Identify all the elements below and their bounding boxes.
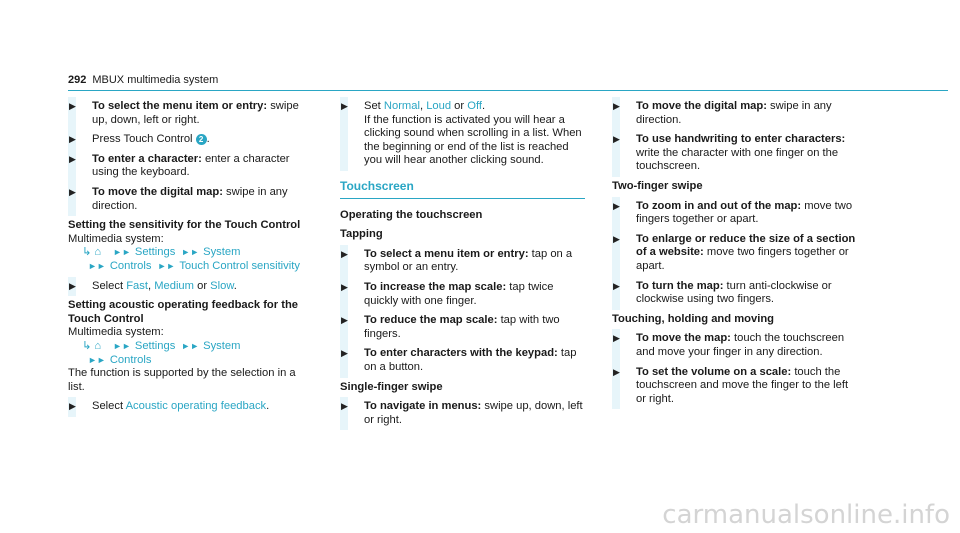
menu-path [68,340,313,354]
path-touch-control-sensitivity[interactable]: Touch Control sensitivity [179,259,300,272]
menu-path [68,354,313,368]
home-icon: ⌂ [94,246,102,259]
step-item: ▶ Select Fast, Medium or Slow. [68,280,313,294]
step-arrow-icon: ▶ [613,101,620,111]
step-item: ▶ To zoom in and out of the map: move two fingers together or apart. [612,200,857,227]
step-arrow-icon: ▶ [341,248,348,259]
step-arrow-icon: ▶ [341,315,348,326]
option-acoustic-feedback[interactable]: Acoustic operating feedback [125,400,267,413]
step-item: ▶ To select the menu item or entry: swipe up, down, left or right. [68,100,313,127]
path-controls[interactable]: Controls [109,259,152,272]
heading-single-finger: Single-finger swipe [340,380,443,393]
support-note: The function is supported by the selection in a list. [68,367,296,393]
step-arrow-icon: ▶ [69,401,76,412]
step-arrow-icon: ▶ [613,280,620,291]
double-chevron-icon: ►► [157,260,176,271]
step-arrow-icon: ▶ [613,333,620,344]
step-arrow-icon: ▶ [613,200,620,211]
heading-acoustic: Setting acoustic operating feedback for the Touch Control [68,299,299,325]
step-item: ▶ To enlarge or reduce the size of a section of a website: move two fingers together or apart. [612,233,857,274]
heading-touching: Touching, holding and moving [612,312,774,325]
section-heading-touchscreen: Touchscreen [340,180,585,199]
home-icon: ⌂ [94,339,102,352]
step-item: ▶ To move the digital map: swipe in any direction. [612,100,857,127]
step-arrow-icon: ▶ [613,366,620,377]
step-arrow-icon: ▶ [613,233,620,244]
path-settings[interactable]: Settings [134,246,176,259]
step-item: ▶ To increase the map scale: tap twice quickly with one finger. [340,281,585,308]
option-slow[interactable]: Slow [210,279,234,292]
step-arrow-icon: ▶ [69,186,76,197]
step-item: ▶ To select a menu item or entry: tap on a symbol or an entry. [340,248,585,275]
path-system[interactable]: System [203,339,241,352]
heading-operating: Operating the touchscreen [340,208,483,221]
path-system[interactable]: System [203,246,241,259]
double-chevron-icon: ►► [113,247,131,258]
column-3 [612,100,857,412]
step-item: ▶ To set the volume on a scale: touch the touchscreen and move the finger to the left or right. [612,366,857,407]
column-1 [68,100,313,420]
step-arrow-icon: ▶ [341,401,348,412]
step-arrow-icon: ▶ [341,348,348,359]
header-rule [68,90,948,91]
return-arrow-icon: ↳ [82,246,92,259]
step-arrow-icon: ▶ [69,280,76,291]
path-settings[interactable]: Settings [134,339,176,352]
option-off[interactable]: Off [467,100,482,112]
step-arrow-icon: ▶ [69,101,76,111]
page-header [68,74,218,86]
step-item: ▶ To use handwriting to enter characters: write the character with one finger on the touchscreen. [612,133,857,174]
column-2 [340,100,585,433]
step-item: ▶ Select Acoustic operating feedback. [68,400,313,414]
step-item: ▶ To turn the map: turn anti-clockwise or clockwise using two fingers. [612,280,857,307]
watermark: carmanualsonline.info [662,500,950,530]
page-title: MBUX multimedia system [92,74,219,86]
return-arrow-icon: ↳ [82,339,92,352]
option-medium[interactable]: Medium [154,279,194,292]
multimedia-label: Multimedia system: [68,232,164,245]
page-number: 292 [68,74,87,86]
double-chevron-icon: ►► [88,354,106,365]
heading-sensitivity: Setting the sensitivity for the Touch Control [68,219,301,232]
menu-path [68,260,313,274]
option-fast[interactable]: Fast [126,279,148,292]
step-item: ▶ Set Normal, Loud or Off. If the function is activated you will hear a clicking sound when scrolling in a list. When the beginning or end of the list is reached you will hear another clicking sound. [340,100,585,168]
step-item: ▶ To move the digital map: swipe in any direction. [68,186,313,213]
option-loud[interactable]: Loud [426,100,452,112]
step-item: ▶ To enter a character: enter a character using the keyboard. [68,153,313,180]
step-arrow-icon: ▶ [69,134,76,145]
double-chevron-icon: ►► [113,340,131,351]
menu-path [68,246,313,260]
step-arrow-icon: ▶ [69,153,76,164]
step-arrow-icon: ▶ [613,134,620,145]
double-chevron-icon: ►► [181,247,200,258]
heading-two-finger: Two-finger swipe [612,179,703,192]
set-description: If the function is activated you will hear a clicking sound when scrolling in a list. When the beginning or end of the list is reached you will hear another clicking sound. [364,113,582,167]
path-controls[interactable]: Controls [109,353,152,366]
heading-tapping: Tapping [340,228,383,241]
step-arrow-icon: ▶ [341,281,348,292]
callout-badge: 2 [196,134,207,145]
step-arrow-icon: ▶ [341,101,348,111]
step-item: ▶ To navigate in menus: swipe up, down, left or right. [340,400,585,427]
step-item: ▶ To enter characters with the keypad: tap on a button. [340,347,585,374]
option-normal[interactable]: Normal [383,100,420,112]
step-item: ▶ To move the map: touch the touchscreen and move your finger in any direction. [612,332,857,359]
step-item: ▶ To reduce the map scale: tap with two fingers. [340,314,585,341]
step-item: ▶ Press Touch Control 2 . [68,133,313,147]
double-chevron-icon: ►► [181,340,200,351]
multimedia-label: Multimedia system: [68,326,164,339]
double-chevron-icon: ►► [88,260,106,271]
